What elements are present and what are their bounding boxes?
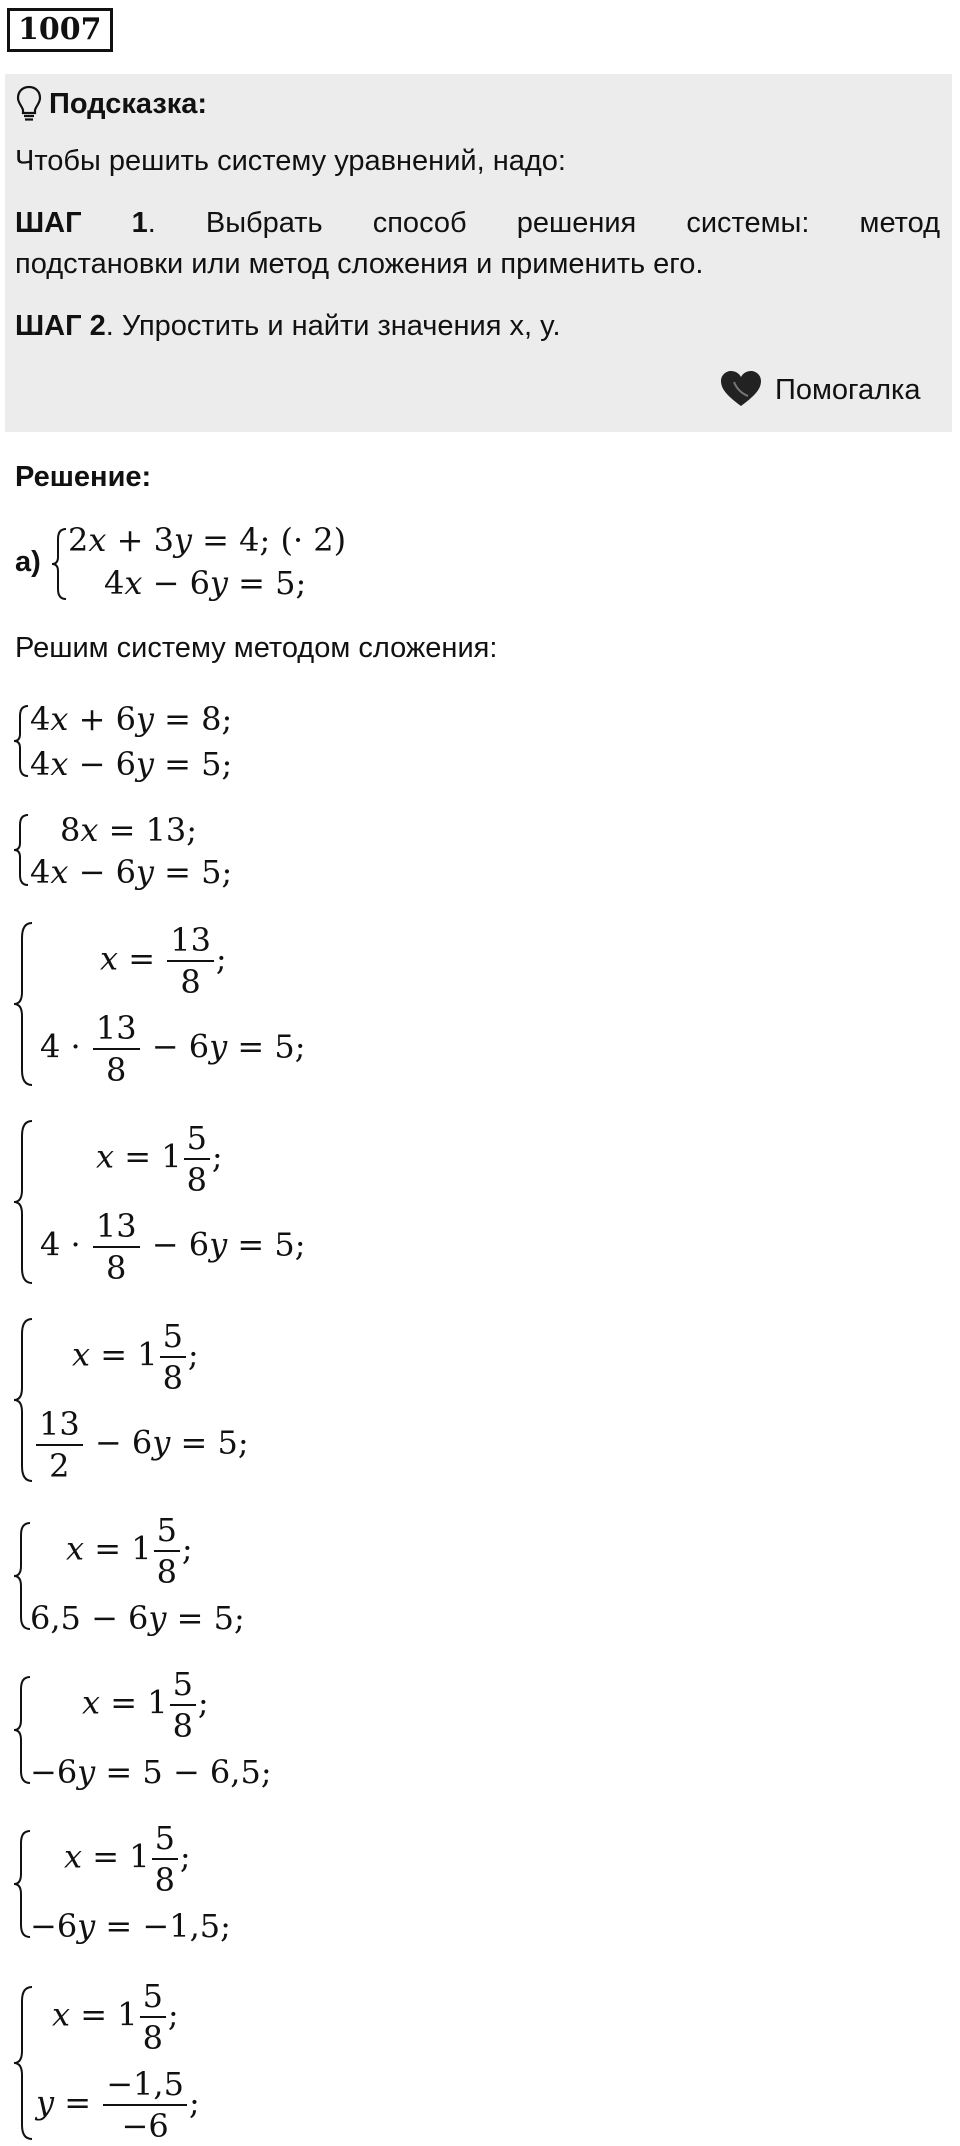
system-brace (12, 1316, 36, 1484)
system-brace (12, 1118, 36, 1286)
hint-step1-label: ШАГ 1 (15, 207, 148, 239)
lightbulb-icon (15, 84, 43, 122)
equation: 6,5 − 6y = 5; (30, 1599, 245, 1637)
problem-number: 1007 (7, 8, 113, 52)
system-brace (12, 920, 36, 1088)
brand-name: Помогалка (775, 374, 921, 406)
hint-step1-line1: ШАГ 1. Выбрать способ решения системы: метод (15, 207, 940, 239)
heart-icon (719, 370, 763, 408)
system-brace (12, 703, 32, 779)
solution-label: Решение: (15, 461, 152, 493)
system-brace (50, 526, 70, 602)
equation: x = 1 $\frac{5}{8}$ ; (66, 1511, 193, 1591)
hint-step2: ШАГ 2. Упростить и найти значения x, y. (15, 310, 561, 342)
hint-box (5, 74, 952, 432)
part-label: а) (15, 546, 41, 578)
equation: x = 1 $\frac{5}{8}$ ; (72, 1317, 199, 1397)
equation: 8x = 13; (60, 811, 198, 849)
hint-intro: Чтобы решить систему уравнений, надо: (15, 145, 566, 177)
method-text: Решим систему методом сложения: (15, 632, 498, 664)
system-brace (12, 812, 32, 888)
equation: y = $\frac{-1,5}{-6}$ ; (36, 2065, 200, 2145)
equation: −6y = −1,5; (30, 1907, 231, 1945)
equation: x = $\frac{13}{8}$ ; (100, 921, 227, 1001)
equation: 4 · $\frac{13}{8}$ − 6y = 5; (40, 1009, 306, 1089)
equation: 2x + 3y = 4; (· 2) (68, 521, 347, 559)
system-brace (12, 1984, 36, 2142)
equation: 4x − 6y = 5; (30, 853, 233, 891)
equation: x = 1 $\frac{5}{8}$ ; (64, 1819, 191, 1899)
equation: 4 · $\frac{13}{8}$ − 6y = 5; (40, 1207, 306, 1287)
equation: 4x − 6y = 5; (30, 745, 233, 783)
equation: −6y = 5 − 6,5; (30, 1753, 272, 1791)
equation: x = 1 $\frac{5}{8}$ ; (96, 1119, 223, 1199)
hint-title: Подсказка: (49, 88, 208, 120)
equation: x = 1 $\frac{5}{8}$ ; (82, 1665, 209, 1745)
equation: x = 1 $\frac{5}{8}$ ; (52, 1977, 179, 2057)
hint-step2-label: ШАГ 2 (15, 310, 106, 342)
equation: 4x + 6y = 8; (30, 700, 233, 738)
hint-step1-line2: подстановки или метод сложения и применить его. (15, 248, 704, 280)
equation: 4x − 6y = 5; (104, 564, 307, 602)
equation: $\frac{13}{2}$ − 6y = 5; (34, 1404, 249, 1486)
